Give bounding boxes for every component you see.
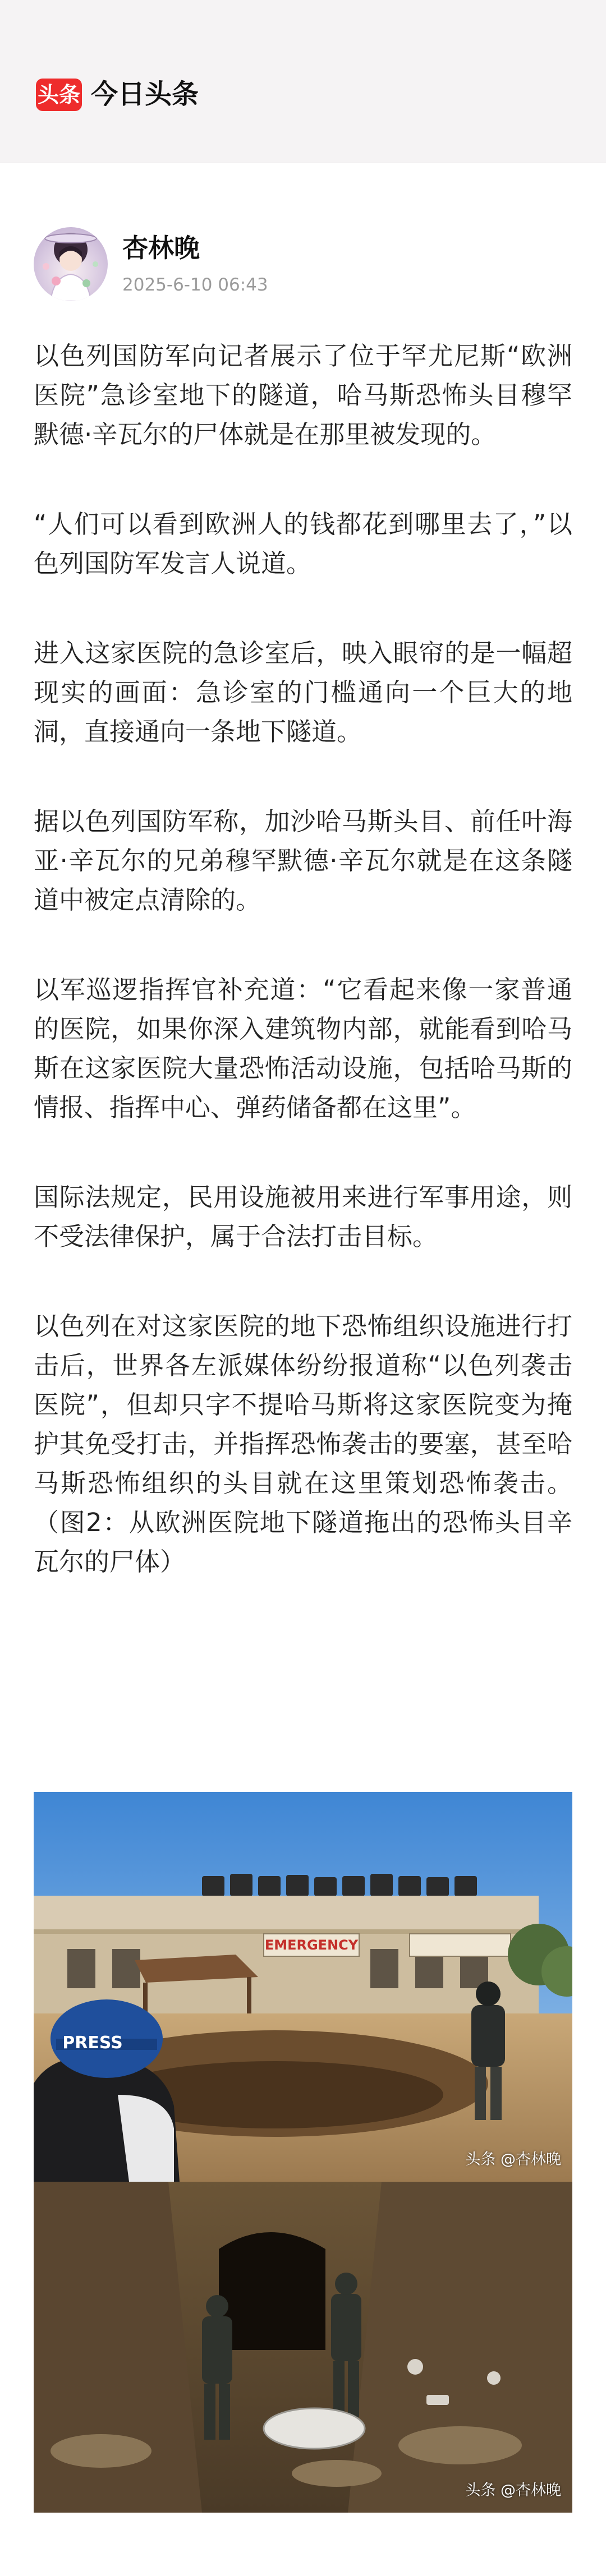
article-body <box>34 337 572 1632</box>
photo-watermark: 头条 @杏林晚 <box>465 2482 561 2499</box>
paragraph: 国际法规定，民用设施被用来进行军事用途，则不受法律保护，属于合法打击目标。 <box>34 1182 572 1251</box>
article-photo-tunnel[interactable] <box>34 2182 572 2513</box>
hospital-photo-illustration <box>34 1792 572 2182</box>
press-helmet-label: PRESS <box>62 2033 123 2053</box>
author-name[interactable]: 杏林晚 <box>122 233 200 263</box>
photo-watermark: 头条 @杏林晚 <box>465 2151 561 2168</box>
paragraph: 以色列在对这家医院的地下恐怖组织设施进行打击后，世界各左派媒体纷纷报道称“以色列袭击医院”，但却只字不提哈马斯将这家医院变为掩护其免受打击，并指挥恐怖袭击的要塞，甚至哈马斯恐怖组织的头目就在这里策划恐怖袭击。（图2：从欧洲医院地下隧道拖出的恐怖头目辛瓦尔的尸体） <box>34 1311 572 1577</box>
paragraph: “人们可以看到欧洲人的钱都花到哪里去了，”以色列国防军发言人说道。 <box>34 509 572 578</box>
emergency-sign-text: EMERGENCY <box>264 1937 359 1953</box>
paragraph: 以色列国防军向记者展示了位于罕尤尼斯“欧洲医院”急诊室地下的隧道，哈马斯恐怖头目穆罕默德·辛瓦尔的尸体就是在那里被发现的。 <box>34 341 572 449</box>
app-header <box>0 0 606 163</box>
article-photo-hospital[interactable] <box>34 1792 572 2182</box>
paragraph: 以军巡逻指挥官补充道：“它看起来像一家普通的医院，如果你深入建筑物内部，就能看到哈马斯在这家医院大量恐怖活动设施，包括哈马斯的情报、指挥中心、弹药储备都在这里”。 <box>34 975 572 1122</box>
publish-time: 2025-6-10 06:43 <box>122 275 268 295</box>
app-name[interactable]: 今日头条 <box>91 79 199 110</box>
paragraph: 进入这家医院的急诊室后，映入眼帘的是一幅超现实的画面：急诊室的门槛通向一个巨大的地洞，直接通向一条地下隧道。 <box>34 638 572 746</box>
avatar-illustration <box>34 227 108 301</box>
avatar[interactable] <box>34 227 108 301</box>
paragraph: 据以色列国防军称，加沙哈马斯头目、前任叶海亚·辛瓦尔的兄弟穆罕默德·辛瓦尔就是在这条隧道中被定点清除的。 <box>34 807 572 915</box>
tunnel-photo-illustration <box>34 2182 572 2513</box>
author-block <box>34 224 572 308</box>
toutiao-logo[interactable]: 头条 <box>36 79 82 111</box>
